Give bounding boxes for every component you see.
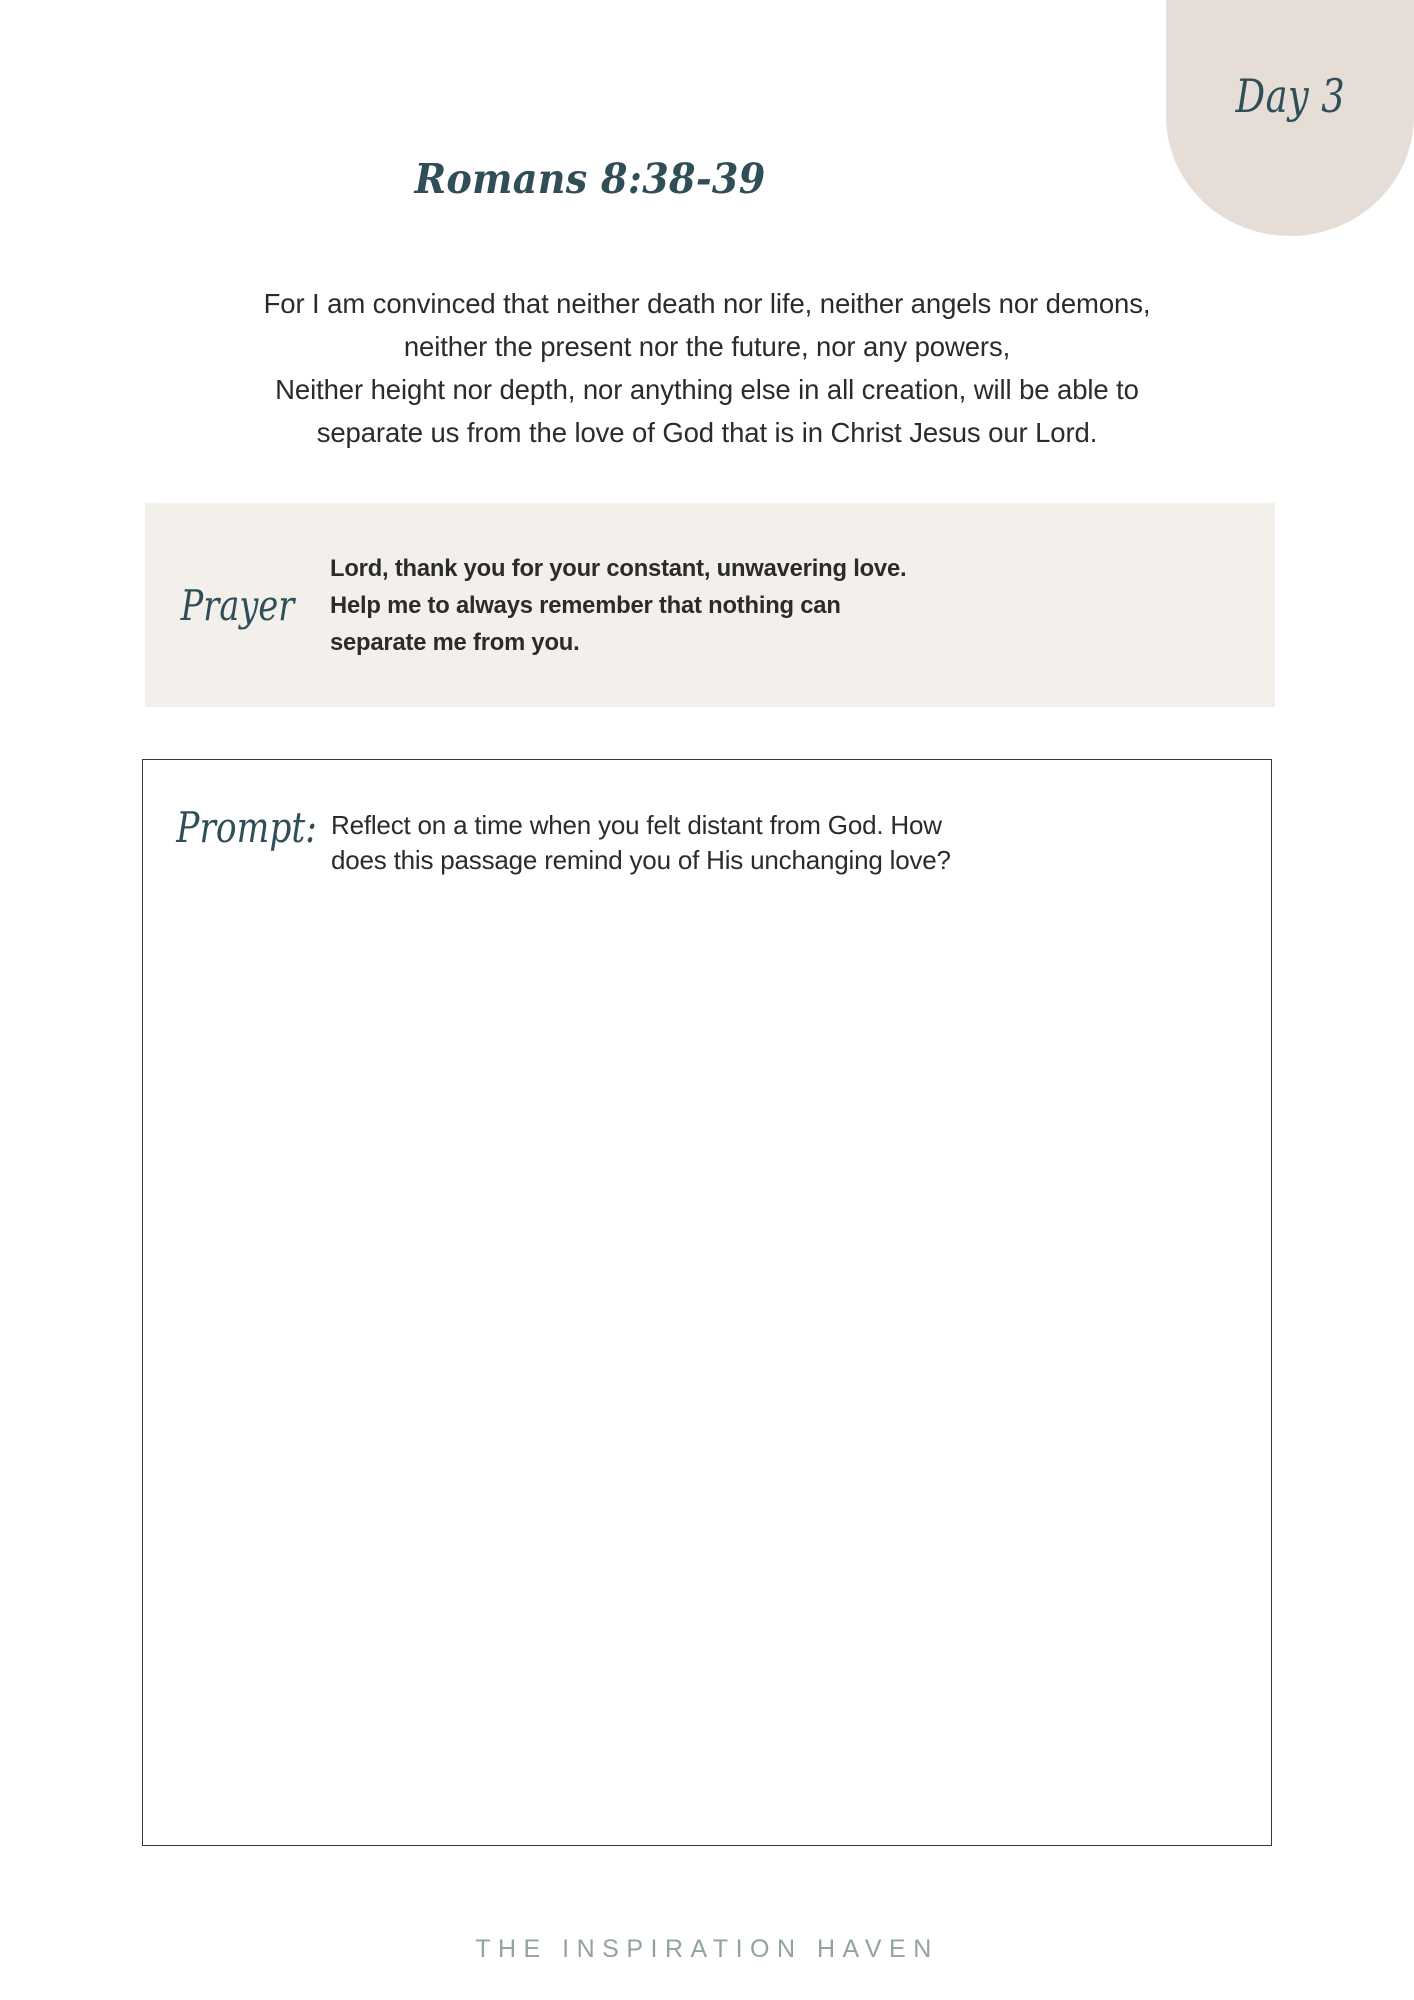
prayer-label: Prayer xyxy=(180,580,295,630)
verse-line-3: Neither height nor depth, nor anything else in all creation, will be able to xyxy=(275,374,1139,405)
footer-brand: THE INSPIRATION HAVEN xyxy=(475,1935,939,1963)
page-title: Romans 8:38-39 xyxy=(414,155,766,203)
day-badge-label: Day 3 xyxy=(1235,69,1345,123)
prompt-line-2: does this passage remind you of His unchanging love? xyxy=(331,845,951,875)
journal-writing-area[interactable] xyxy=(143,878,1271,1758)
verse-line-2: neither the present nor the future, nor any powers, xyxy=(403,331,1011,362)
prayer-line-2: Help me to always remember that nothing can xyxy=(330,591,841,619)
day-badge xyxy=(1166,0,1414,236)
prompt-header xyxy=(143,760,1271,878)
prayer-line-1: Lord, thank you for your constant, unwavering love. xyxy=(330,554,907,582)
prompt-line-1: Reflect on a time when you felt distant from God. How xyxy=(331,810,942,840)
prompt-box xyxy=(142,759,1272,1846)
prompt-label: Prompt: xyxy=(176,803,317,852)
verse-line-4: separate us from the love of God that is in Christ Jesus our Lord. xyxy=(316,417,1098,448)
prayer-panel xyxy=(145,503,1275,707)
prompt-question xyxy=(331,802,1231,878)
verse-passage xyxy=(107,282,1307,454)
verse-line-1: For I am convinced that neither death nor life, neither angels nor demons, xyxy=(263,288,1151,319)
prayer-text xyxy=(330,550,1247,661)
prayer-line-3: separate me from you. xyxy=(330,628,580,656)
